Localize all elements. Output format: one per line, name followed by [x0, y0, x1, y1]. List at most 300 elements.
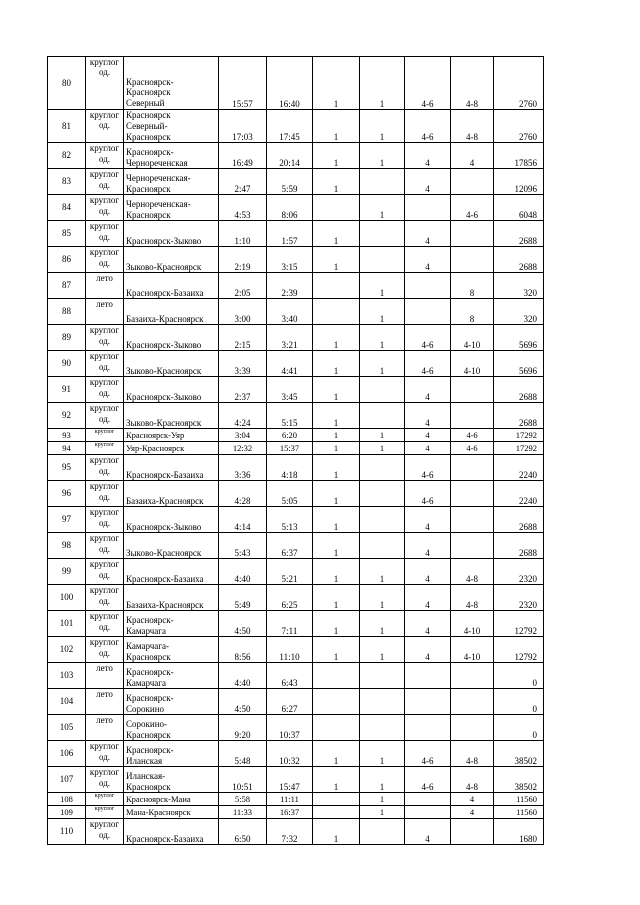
range-d	[451, 507, 494, 533]
row-number: 97	[48, 507, 86, 533]
range-d	[451, 533, 494, 559]
count-a: 1	[313, 325, 360, 351]
range-d	[451, 663, 494, 689]
count-b: 1	[360, 793, 405, 806]
table-row	[48, 377, 544, 403]
route-name: Красноярск- Камарчага	[124, 611, 219, 637]
departure-time: 4:53	[219, 195, 267, 221]
range-c: 4	[405, 221, 451, 247]
range-d: 8	[451, 273, 494, 299]
count-b: 1	[360, 195, 405, 221]
total-value: 2760	[494, 110, 544, 143]
departure-time: 3:36	[219, 455, 267, 481]
table-row	[48, 533, 544, 559]
table-row	[48, 663, 544, 689]
route-name: Зыково-Красноярск	[124, 403, 219, 429]
service-mode: круглог од.	[86, 221, 124, 247]
count-b: 1	[360, 325, 405, 351]
total-value: 12096	[494, 169, 544, 195]
table-row	[48, 221, 544, 247]
count-a: 1	[313, 247, 360, 273]
row-number: 82	[48, 143, 86, 169]
route-name: Красноярск-Базаиха	[124, 559, 219, 585]
row-number: 91	[48, 377, 86, 403]
arrival-time: 4:18	[267, 455, 313, 481]
departure-time: 10:51	[219, 767, 267, 793]
table-row	[48, 715, 544, 741]
total-value: 38502	[494, 741, 544, 767]
range-d: 8	[451, 299, 494, 325]
arrival-time: 7:11	[267, 611, 313, 637]
count-a: 1	[313, 377, 360, 403]
count-b: 1	[360, 585, 405, 611]
total-value: 2688	[494, 533, 544, 559]
row-number: 93	[48, 429, 86, 442]
table-row	[48, 689, 544, 715]
count-a	[313, 299, 360, 325]
service-mode: круглог од.	[86, 507, 124, 533]
total-value: 2688	[494, 247, 544, 273]
arrival-time: 8:06	[267, 195, 313, 221]
row-number: 83	[48, 169, 86, 195]
departure-time: 2:15	[219, 325, 267, 351]
row-number: 86	[48, 247, 86, 273]
departure-time: 4:24	[219, 403, 267, 429]
total-value: 11560	[494, 806, 544, 819]
range-c: 4-6	[405, 351, 451, 377]
count-b: 1	[360, 559, 405, 585]
arrival-time: 15:37	[267, 442, 313, 455]
departure-time: 5:48	[219, 741, 267, 767]
count-b	[360, 533, 405, 559]
row-number: 104	[48, 689, 86, 715]
total-value: 5696	[494, 325, 544, 351]
route-name: Красноярск- Сорокино	[124, 689, 219, 715]
service-mode: круглог од.	[86, 377, 124, 403]
count-a: 1	[313, 819, 360, 845]
row-number: 92	[48, 403, 86, 429]
total-value: 2688	[494, 377, 544, 403]
count-a	[313, 689, 360, 715]
route-name: Зыково-Красноярск	[124, 533, 219, 559]
row-number: 99	[48, 559, 86, 585]
departure-time: 16:49	[219, 143, 267, 169]
total-value: 320	[494, 273, 544, 299]
range-d	[451, 455, 494, 481]
arrival-time: 2:39	[267, 273, 313, 299]
row-number: 106	[48, 741, 86, 767]
arrival-time: 15:47	[267, 767, 313, 793]
route-name: Красноярск-Зыково	[124, 507, 219, 533]
count-a: 1	[313, 481, 360, 507]
count-b: 1	[360, 806, 405, 819]
range-d: 4-10	[451, 325, 494, 351]
departure-time: 8:56	[219, 637, 267, 663]
range-c: 4	[405, 403, 451, 429]
table-row	[48, 806, 544, 819]
range-c: 4	[405, 507, 451, 533]
count-b: 1	[360, 611, 405, 637]
service-mode: лето	[86, 299, 124, 325]
table-row	[48, 351, 544, 377]
count-a: 1	[313, 637, 360, 663]
table-row	[48, 611, 544, 637]
count-b: 1	[360, 57, 405, 110]
arrival-time: 17:45	[267, 110, 313, 143]
count-b: 1	[360, 442, 405, 455]
count-b: 1	[360, 351, 405, 377]
range-d	[451, 377, 494, 403]
table-row	[48, 429, 544, 442]
arrival-time: 10:32	[267, 741, 313, 767]
schedule-rows	[48, 57, 544, 845]
range-c: 4	[405, 533, 451, 559]
count-b	[360, 663, 405, 689]
range-c: 4-6	[405, 325, 451, 351]
row-number: 108	[48, 793, 86, 806]
range-c	[405, 806, 451, 819]
count-a	[313, 715, 360, 741]
route-name: Иланская- Красноярск	[124, 767, 219, 793]
count-b	[360, 377, 405, 403]
total-value: 320	[494, 299, 544, 325]
schedule-table	[47, 56, 544, 845]
row-number: 96	[48, 481, 86, 507]
range-d: 4-6	[451, 429, 494, 442]
row-number: 87	[48, 273, 86, 299]
service-mode: круглог	[86, 793, 124, 806]
count-a	[313, 273, 360, 299]
range-c: 4	[405, 559, 451, 585]
service-mode: круглог од.	[86, 637, 124, 663]
row-number: 80	[48, 57, 86, 110]
departure-time: 6:50	[219, 819, 267, 845]
arrival-time: 5:59	[267, 169, 313, 195]
route-name: Базаиха-Красноярск	[124, 585, 219, 611]
departure-time: 1:10	[219, 221, 267, 247]
service-mode: круглог од.	[86, 481, 124, 507]
table-row	[48, 57, 544, 110]
arrival-time: 5:21	[267, 559, 313, 585]
service-mode: круглог од.	[86, 195, 124, 221]
range-d	[451, 819, 494, 845]
total-value: 2320	[494, 585, 544, 611]
range-c	[405, 273, 451, 299]
count-a: 1	[313, 533, 360, 559]
route-name: Красноярск-Зыково	[124, 221, 219, 247]
route-name: Уяр-Красноярск	[124, 442, 219, 455]
range-d	[451, 247, 494, 273]
service-mode: круглог од.	[86, 533, 124, 559]
range-c: 4-6	[405, 741, 451, 767]
route-name: Красноярск-Базаиха	[124, 273, 219, 299]
range-d	[451, 689, 494, 715]
range-c: 4	[405, 819, 451, 845]
range-d: 4-8	[451, 57, 494, 110]
arrival-time: 6:25	[267, 585, 313, 611]
total-value: 6048	[494, 195, 544, 221]
arrival-time: 6:43	[267, 663, 313, 689]
count-a: 1	[313, 403, 360, 429]
table-row	[48, 143, 544, 169]
departure-time: 4:40	[219, 559, 267, 585]
table-row	[48, 169, 544, 195]
departure-time: 2:05	[219, 273, 267, 299]
arrival-time: 11:11	[267, 793, 313, 806]
count-b: 1	[360, 767, 405, 793]
range-c: 4	[405, 377, 451, 403]
service-mode: круглог од.	[86, 143, 124, 169]
table-row	[48, 793, 544, 806]
range-d: 4-8	[451, 585, 494, 611]
table-row	[48, 299, 544, 325]
range-d: 4	[451, 143, 494, 169]
range-d: 4-6	[451, 442, 494, 455]
range-d: 4	[451, 793, 494, 806]
row-number: 110	[48, 819, 86, 845]
count-b	[360, 403, 405, 429]
table-row	[48, 481, 544, 507]
route-name: Базаиха-Красноярск	[124, 299, 219, 325]
row-number: 81	[48, 110, 86, 143]
arrival-time: 6:20	[267, 429, 313, 442]
route-name: Базаиха-Красноярск	[124, 481, 219, 507]
total-value: 2240	[494, 455, 544, 481]
count-a: 1	[313, 221, 360, 247]
range-c: 4	[405, 143, 451, 169]
service-mode: круглог од.	[86, 351, 124, 377]
table-row	[48, 507, 544, 533]
route-name: Красноярск- Чернореченская	[124, 143, 219, 169]
arrival-time: 3:15	[267, 247, 313, 273]
count-a	[313, 806, 360, 819]
row-number: 101	[48, 611, 86, 637]
route-name: Красноярск-Зыково	[124, 325, 219, 351]
arrival-time: 5:15	[267, 403, 313, 429]
service-mode: круглог од.	[86, 325, 124, 351]
count-a: 1	[313, 351, 360, 377]
total-value: 5696	[494, 351, 544, 377]
departure-time: 4:40	[219, 663, 267, 689]
total-value: 2688	[494, 221, 544, 247]
service-mode: круглог од.	[86, 455, 124, 481]
arrival-time: 11:10	[267, 637, 313, 663]
table-row	[48, 559, 544, 585]
arrival-time: 16:37	[267, 806, 313, 819]
range-d: 4	[451, 806, 494, 819]
count-b	[360, 715, 405, 741]
route-name: Чернореченская- Красноярск	[124, 169, 219, 195]
count-b	[360, 221, 405, 247]
service-mode: круглог од.	[86, 741, 124, 767]
route-name: Красноярск-Маиа	[124, 793, 219, 806]
departure-time: 4:50	[219, 611, 267, 637]
arrival-time: 6:27	[267, 689, 313, 715]
row-number: 95	[48, 455, 86, 481]
total-value: 2688	[494, 403, 544, 429]
range-c	[405, 663, 451, 689]
arrival-time: 10:37	[267, 715, 313, 741]
route-name: Красноярск- Красноярск Северный	[124, 57, 219, 110]
service-mode: круглог	[86, 429, 124, 442]
count-a: 1	[313, 767, 360, 793]
departure-time: 4:28	[219, 481, 267, 507]
range-d: 4-10	[451, 637, 494, 663]
row-number: 88	[48, 299, 86, 325]
departure-time: 4:14	[219, 507, 267, 533]
arrival-time: 1:57	[267, 221, 313, 247]
row-number: 107	[48, 767, 86, 793]
departure-time: 5:49	[219, 585, 267, 611]
count-a: 1	[313, 741, 360, 767]
route-name: Красноярск Северный- Красноярск	[124, 110, 219, 143]
row-number: 98	[48, 533, 86, 559]
range-c: 4	[405, 429, 451, 442]
table-row	[48, 585, 544, 611]
count-a	[313, 663, 360, 689]
count-b: 1	[360, 299, 405, 325]
count-b: 1	[360, 273, 405, 299]
service-mode: круглог од.	[86, 819, 124, 845]
range-c: 4	[405, 169, 451, 195]
arrival-time: 5:13	[267, 507, 313, 533]
count-a	[313, 195, 360, 221]
arrival-time: 5:05	[267, 481, 313, 507]
count-b: 1	[360, 741, 405, 767]
table-row	[48, 247, 544, 273]
range-c	[405, 793, 451, 806]
total-value: 0	[494, 689, 544, 715]
departure-time: 5:43	[219, 533, 267, 559]
table-row	[48, 741, 544, 767]
departure-time: 15:57	[219, 57, 267, 110]
departure-time: 9:20	[219, 715, 267, 741]
range-d: 4-10	[451, 611, 494, 637]
row-number: 90	[48, 351, 86, 377]
range-c	[405, 715, 451, 741]
range-c: 4-6	[405, 57, 451, 110]
route-name: Красноярск-Зыково	[124, 377, 219, 403]
range-d: 4-8	[451, 559, 494, 585]
table-row	[48, 325, 544, 351]
service-mode: лето	[86, 663, 124, 689]
departure-time: 3:04	[219, 429, 267, 442]
total-value: 2688	[494, 507, 544, 533]
row-number: 84	[48, 195, 86, 221]
range-c: 4	[405, 585, 451, 611]
service-mode: лето	[86, 715, 124, 741]
range-d	[451, 403, 494, 429]
departure-time: 12:32	[219, 442, 267, 455]
total-value: 1680	[494, 819, 544, 845]
range-d: 4-8	[451, 767, 494, 793]
table-row	[48, 110, 544, 143]
departure-time: 2:47	[219, 169, 267, 195]
count-b	[360, 689, 405, 715]
range-d	[451, 715, 494, 741]
arrival-time: 7:32	[267, 819, 313, 845]
route-name: Красноярск-Базаиха	[124, 455, 219, 481]
range-c	[405, 195, 451, 221]
row-number: 100	[48, 585, 86, 611]
count-b	[360, 819, 405, 845]
arrival-time: 3:21	[267, 325, 313, 351]
range-d	[451, 221, 494, 247]
route-name: Красноярск- Камарчага	[124, 663, 219, 689]
count-a: 1	[313, 143, 360, 169]
range-c: 4	[405, 247, 451, 273]
total-value: 2240	[494, 481, 544, 507]
route-name: Зыково-Красноярск	[124, 351, 219, 377]
service-mode: круглог	[86, 806, 124, 819]
total-value: 12792	[494, 637, 544, 663]
departure-time: 3:39	[219, 351, 267, 377]
total-value: 0	[494, 663, 544, 689]
table-row	[48, 455, 544, 481]
route-name: Красноярск-Уяр	[124, 429, 219, 442]
row-number: 103	[48, 663, 86, 689]
service-mode: круглог од.	[86, 57, 124, 110]
count-a: 1	[313, 110, 360, 143]
range-c: 4-6	[405, 767, 451, 793]
row-number: 105	[48, 715, 86, 741]
departure-time: 11:33	[219, 806, 267, 819]
table-row	[48, 819, 544, 845]
service-mode: круглог од.	[86, 585, 124, 611]
count-b	[360, 481, 405, 507]
count-a: 1	[313, 442, 360, 455]
row-number: 85	[48, 221, 86, 247]
service-mode: лето	[86, 273, 124, 299]
departure-time: 2:37	[219, 377, 267, 403]
total-value: 17292	[494, 442, 544, 455]
total-value: 12792	[494, 611, 544, 637]
service-mode: круглог од.	[86, 169, 124, 195]
departure-time: 4:50	[219, 689, 267, 715]
table-row	[48, 403, 544, 429]
table-row	[48, 637, 544, 663]
count-a: 1	[313, 559, 360, 585]
row-number: 102	[48, 637, 86, 663]
row-number: 109	[48, 806, 86, 819]
total-value: 11560	[494, 793, 544, 806]
arrival-time: 16:40	[267, 57, 313, 110]
total-value: 17856	[494, 143, 544, 169]
route-name: Чернореченская- Красноярск	[124, 195, 219, 221]
route-name: Красноярск- Иланская	[124, 741, 219, 767]
table-row	[48, 195, 544, 221]
count-a: 1	[313, 507, 360, 533]
count-b	[360, 507, 405, 533]
count-b: 1	[360, 143, 405, 169]
departure-time: 17:03	[219, 110, 267, 143]
total-value: 38502	[494, 767, 544, 793]
service-mode: круглог од.	[86, 559, 124, 585]
range-d: 4-6	[451, 195, 494, 221]
service-mode: круглог од.	[86, 247, 124, 273]
arrival-time: 20:14	[267, 143, 313, 169]
departure-time: 5:58	[219, 793, 267, 806]
range-c: 4-6	[405, 110, 451, 143]
route-name: Красноярск-Базаиха	[124, 819, 219, 845]
count-b	[360, 455, 405, 481]
total-value: 17292	[494, 429, 544, 442]
route-name: Мана-Красноярск	[124, 806, 219, 819]
range-c: 4-6	[405, 481, 451, 507]
count-a: 1	[313, 455, 360, 481]
service-mode: круглог	[86, 442, 124, 455]
departure-time: 2:19	[219, 247, 267, 273]
